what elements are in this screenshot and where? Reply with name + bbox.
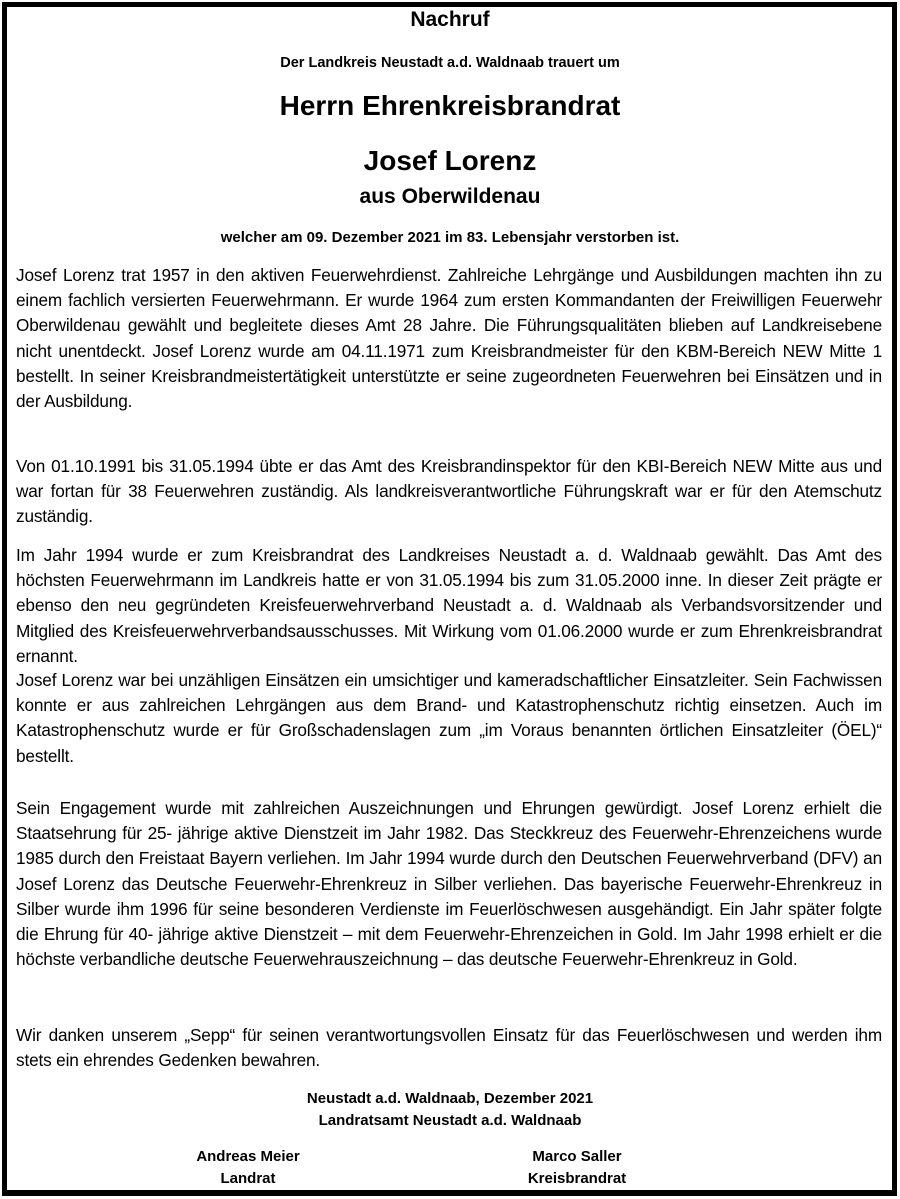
obituary-title: Nachruf [410,8,490,31]
biography-paragraph: Von 01.10.1991 bis 31.05.1994 übte er das Amt des Kreisbrandinspektor für den KBI-Bereich NEW Mitte aus und war fortan für 38 Feuerwehren zuständig. Als landkreisverantwortliche Führungskraft war er für den Atemschutz zuständig. [16,456,882,527]
biography-paragraph: Josef Lorenz war bei unzähligen Einsätzen ein umsichtiger und kameradschaftlicher Einsatzleiter. Sein Fachwissen konnte er aus zahlreichen Lehrgängen aus dem Brand- und Katastrophenschutz richtig einsetzen. Auch im Katastrophenschutz wurde er für Großschadenslagen zum „im Voraus benannten örtlichen Einsatzleiter (ÖEL)“ bestellt. [16,670,882,766]
honors-paragraph: Sein Engagement wurde mit zahlreichen Auszeichnungen und Ehrungen gewürdigt. Josef Lorenz erhielt die Staatsehrung für 25- jährige aktive Dienstzeit im Jahr 1982. Das Steckkreuz des Feuerwehr-Ehrenzeichens wurde 1985 durch den Freistaat Bayern verliehen. Im Jahr 1994 wurde durch den Deutschen Feuerwehrverband (DFV) an Josef Lorenz das Deutsche Feuerwehr-Ehrenkreuz in Silber verliehen. Das bayerische Feuerwehr-Ehrenkreuz in Silber wurde ihm 1996 für seine besonderen Verdienste im Feuerlöschwesen ausgehändigt. Ein Jahr später folgte die Ehrung für 40- jährige aktive Dienstzeit – mit dem Feuerwehr-Ehrenzeichen in Gold. Im Jahr 1998 erhielt er die höchste verbandliche deutsche Feuerwehrauszeichnung – das deutsche Feuerwehr-Ehrenkreuz in Gold. [16,798,882,970]
signatory-name: Marco Saller [532,1148,622,1165]
signatory-role: Landrat [220,1170,276,1187]
place-and-date: Neustadt a.d. Waldnaab, Dezember 2021 [306,1090,594,1107]
signature-kreisbrandrat [477,1146,677,1190]
deceased-origin: aus Oberwildenau [359,185,541,208]
deceased-name: Josef Lorenz [363,145,537,176]
biography-paragraph: Im Jahr 1994 wurde er zum Kreisbrandrat des Landkreises Neustadt a. d. Waldnaab gewählt. Das Amt des höchsten Feuerwehrmann im Landkreis hatte er von 31.05.1994 bis zum 31.05.2000 inne. In dieser Zeit prägte er ebenso den neu gegründeten Kreisfeuerwehrverband Neustadt a. d. Waldnaab als Verbandsvorsitzender und Mitglied des Kreisfeuerwehrverbandsausschusses. Mit Wirkung vom 01.06.2000 wurde er zum Ehrenkreisbrandrat ernannt. [16,545,882,666]
issuing-office: Landratsamt Neustadt a.d. Waldnaab [318,1112,582,1129]
closing-paragraph: Wir danken unserem „Sepp“ für seinen verantwortungsvollen Einsatz für das Feuerlöschwesen und werden ihm stets ein ehrendes Gedenken bewahren. [16,1025,882,1071]
mourning-statement: Der Landkreis Neustadt a.d. Waldnaab trauert um [280,55,620,71]
signatory-role: Kreisbrandrat [527,1170,627,1187]
death-notice: welcher am 09. Dezember 2021 im 83. Lebensjahr verstorben ist. [220,229,680,246]
signatory-name: Andreas Meier [196,1148,300,1165]
honorific-title: Herrn Ehrenkreisbrandrat [279,90,621,121]
signature-landrat [148,1146,348,1190]
biography-paragraph: Josef Lorenz trat 1957 in den aktiven Feuerwehrdienst. Zahlreiche Lehrgänge und Ausbildungen machten ihn zu einem fachlich versierten Feuerwehrmann. Er wurde 1964 zum ersten Kommandanten der Freiwilligen Feuerwehr Oberwildenau gewählt und begleitete dieses Amt 28 Jahre. Die Führungsqualitäten blieben auf Landkreisebene nicht unentdeckt. Josef Lorenz wurde am 04.11.1971 zum Kreisbrandmeister für den KBM-Bereich NEW Mitte 1 bestellt. In seiner Kreisbrandmeistertätigkeit unterstützte er seine zugeordneten Feuerwehren bei Einsätzen und in der Ausbildung. [16,265,882,412]
